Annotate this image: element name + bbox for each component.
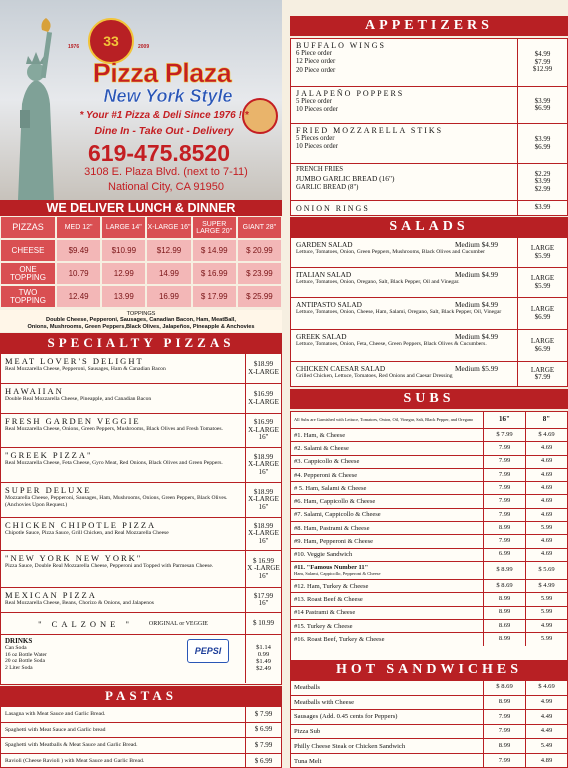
- item-name: MEXICAN PIZZA: [5, 590, 97, 600]
- item-description: Grilled Chicken, Lettuce, Tomatoes, Red Onions and Caesar Dressing: [296, 373, 453, 379]
- item-price: $18.99: [253, 452, 274, 461]
- price-16: $ 7.99: [483, 429, 525, 441]
- restaurant-name: Pizza Plaza: [92, 58, 232, 88]
- price-8: 4.69: [525, 535, 567, 547]
- list-item: [1, 707, 281, 723]
- item-description: Real Mozzarella Cheese, Pepperoni, Sausages, Ham & Canadian Bacon: [5, 366, 166, 372]
- list-item: [291, 164, 567, 201]
- price-cell: 12.49: [57, 286, 100, 307]
- item-price: $6.99: [534, 344, 551, 353]
- item-price: 4.89: [525, 754, 567, 768]
- item-option: 6 Piece order: [296, 50, 332, 57]
- item-name: GARDEN SALAD: [296, 240, 353, 249]
- specialty-pizzas-heading: SPECIALTY PIZZAS: [0, 333, 282, 353]
- item-description: Lettuce, Tomatoes, Onion, Cheese, Ham, Salami, Oregano, Salt, Black Pepper, Oil, Vinegar: [296, 309, 502, 315]
- list-item: [1, 354, 281, 384]
- toppings-list: [0, 310, 282, 332]
- item-price: $ 6.99: [245, 723, 281, 738]
- item-name: Spaghetti with Meatballs & Meat Sauce and Garlic Bread.: [5, 742, 138, 749]
- item-name: CHICKEN CAESAR SALAD: [296, 364, 386, 373]
- price-8: 5.99: [525, 593, 567, 605]
- item-description: Real Mozzarella Cheese, Onions, Green Peppers, Mushrooms, Black Olives and Fresh Tomatoes.: [5, 426, 223, 432]
- price-16: 7.99: [483, 442, 525, 454]
- table-row: [291, 562, 567, 580]
- calzone-item: [1, 613, 281, 635]
- item-option: 5 Piece order: [296, 98, 332, 105]
- column-header: X-LARGE 16": [147, 217, 190, 238]
- item-option: 20 Piece order: [296, 66, 336, 74]
- item-price: 7.99: [483, 754, 525, 768]
- item-description: Ham, Salami, Cappicollo, Pepperoni & Cheese: [294, 571, 381, 577]
- toppings-line: Onions, Mushrooms, Green Peppers,Black Olives, Jalapeños, Pineapple & Anchovies: [27, 323, 255, 330]
- item-name: FRESH GARDEN VEGGIE: [5, 416, 141, 426]
- item-option: 10 Pieces order: [296, 143, 338, 151]
- table-row: [291, 681, 567, 696]
- price-16: 6.99: [483, 549, 525, 561]
- price-16: 7.99: [483, 509, 525, 521]
- item-size: X -LARGE 16": [247, 564, 280, 580]
- price-8: 4.69: [525, 495, 567, 507]
- price-16: $ 8.69: [483, 580, 525, 592]
- item-size: X-LARGE: [248, 397, 279, 406]
- item-description: Pizza Sauce, Double Real Mozzarella Cheese, Pepperoni and Topped with Parmesan Cheese.: [5, 563, 214, 569]
- item-name: Philly Cheese Steak or Chicken Sandwich: [294, 742, 406, 750]
- item-name: SUPER DELUXE: [5, 485, 92, 495]
- drink-price: $1.14: [256, 644, 271, 652]
- hot-sandwiches-heading: HOT SANDWICHES: [290, 660, 568, 680]
- item-price: $3.99: [534, 135, 551, 144]
- table-row: [291, 549, 567, 562]
- list-item: [291, 362, 567, 386]
- item-price: 4.49: [525, 710, 567, 724]
- item-price: $3.99: [534, 96, 551, 105]
- price-8: 4.69: [525, 509, 567, 521]
- table-row: [291, 509, 567, 522]
- item-price: $2.29: [534, 169, 551, 178]
- item-size: LARGE: [530, 337, 555, 346]
- tagline: * Your #1 Pizza & Deli Since 1976 ! *: [79, 110, 249, 121]
- item-price: 5.49: [525, 739, 567, 753]
- specialty-pizzas-list: [0, 353, 282, 685]
- list-item: [1, 384, 281, 414]
- item-description: Mozzarella Cheese, Pepperoni, Sausages, Ham, Mushrooms, Onions, Green Peppers, Black Olives. (Anchovies Upon Request.): [5, 495, 228, 508]
- item-price: $12.99: [532, 65, 553, 74]
- item-size: X-LARGE 16": [248, 460, 279, 476]
- list-item: [291, 124, 567, 164]
- list-item: [1, 738, 281, 754]
- price-16: 7.99: [483, 482, 525, 494]
- restaurant-style: New York Style: [103, 86, 233, 106]
- item-name: #16. Roast Beef, Turkey & Cheese: [294, 636, 385, 644]
- item-price: $6.99: [534, 312, 551, 321]
- item-name: Meatballs: [294, 684, 321, 692]
- item-price: $16.99: [253, 418, 274, 427]
- table-row: [291, 495, 567, 508]
- table-row: [0, 262, 282, 285]
- table-row: [291, 535, 567, 548]
- column-header: PIZZAS: [1, 217, 55, 238]
- item-medium-price: Medium $4.99: [455, 300, 498, 309]
- item-price: $ 7.99: [245, 707, 281, 722]
- price-cell: $ 16.99: [193, 263, 236, 284]
- toppings-title: TOPPINGS: [126, 311, 156, 317]
- item-price: $2.99: [534, 184, 551, 193]
- column-header: GIANT 28": [238, 217, 281, 238]
- item-name: " CALZONE ": [38, 618, 133, 629]
- table-row: [291, 469, 567, 482]
- drink-name: 16 oz Bottle Water: [5, 651, 47, 658]
- list-item: [1, 483, 281, 518]
- price-8: $ 5.69: [525, 562, 567, 579]
- subs-table-header: [291, 412, 567, 429]
- price-16: 8.99: [483, 607, 525, 619]
- item-description: Real Mozzarella Cheese, Beans, Chorizo & Onions, and Jalapenos: [5, 600, 154, 606]
- item-name: Tuna Melt: [294, 757, 322, 765]
- item-medium-price: Medium $4.99: [455, 332, 498, 341]
- item-name: #12. Ham, Turkey & Cheese: [294, 582, 369, 590]
- item-price: $16.99: [253, 390, 274, 399]
- list-item: [1, 448, 281, 483]
- price-8: 5.99: [525, 522, 567, 534]
- item-name: #10. Veggie Sandwich: [294, 551, 353, 559]
- list-item: [1, 414, 281, 448]
- phone-number[interactable]: 619-475.8520: [88, 140, 230, 166]
- price-8: 4.69: [525, 469, 567, 481]
- price-cell: $12.99: [147, 240, 190, 261]
- item-description: Lettuce, Tomatoes, Onion, Green Peppers, Mushrooms, Black Olives and Cucumber: [296, 249, 486, 255]
- drink-price: 0.99: [257, 651, 270, 659]
- price-cell: 14.99: [147, 263, 190, 284]
- pastas-heading: PASTAS: [0, 686, 282, 706]
- item-price: 4.49: [525, 725, 567, 739]
- price-8: 4.69: [525, 482, 567, 494]
- item-price: $ 16.99: [253, 556, 274, 565]
- price-16: 7.99: [483, 535, 525, 547]
- address-line-2: National City, CA 91950: [108, 181, 224, 193]
- appetizers-list: [290, 38, 568, 216]
- price-cell: 13.99: [102, 286, 145, 307]
- pizza-table-header: [0, 216, 282, 239]
- table-row: [291, 710, 567, 725]
- item-price: 8.99: [483, 739, 525, 753]
- table-row: [0, 285, 282, 308]
- price-8: 5.99: [525, 633, 567, 646]
- item-name: #11. "Famous Number 11": [294, 564, 369, 572]
- item-name: Pizza Sub: [294, 728, 321, 736]
- item-price: $ 10.99: [253, 618, 274, 627]
- list-item: [291, 201, 567, 215]
- item-name: HAWAIIAN: [5, 386, 64, 396]
- item-option: GARLIC BREAD (8"): [296, 183, 359, 191]
- address-line-1: 3108 E. Plaza Blvd. (next to 7-11): [84, 166, 248, 178]
- price-cell: $ 25.99: [238, 286, 281, 307]
- item-name: Lasagna with Meat Sauce and Garlic Bread.: [5, 711, 106, 718]
- item-name: Sausages (Add. 0.45 cents for Peppers): [294, 713, 398, 721]
- item-name: JALAPEÑO POPPERS: [296, 89, 405, 98]
- item-size: X-LARGE 16": [248, 529, 279, 545]
- item-medium-price: Medium $5.99: [455, 364, 498, 373]
- price-cell: 16.99: [147, 286, 190, 307]
- item-name: "NEW YORK NEW YORK": [5, 553, 143, 563]
- price-cell: $9.49: [57, 240, 100, 261]
- restaurant-header: [0, 0, 282, 200]
- item-name: ANTIPASTO SALAD: [296, 300, 362, 309]
- item-price: 4.99: [525, 696, 567, 710]
- item-price: $18.99: [253, 487, 274, 496]
- pepsi-logo-icon: [187, 639, 229, 663]
- item-name: GREEK SALAD: [296, 332, 347, 341]
- item-price: $ 8.69: [483, 681, 525, 695]
- drink-price: $2.49: [256, 664, 271, 672]
- item-name: MEAT LOVER'S DELIGHT: [5, 356, 144, 366]
- drink-name: 20 oz Bottle Soda: [5, 658, 45, 665]
- item-name: #13. Roast Beef & Cheese: [294, 595, 363, 603]
- item-size: X-LARGE: [248, 367, 279, 376]
- hot-sandwiches-list: [290, 680, 568, 768]
- item-price: 7.99: [483, 710, 525, 724]
- table-row: [291, 593, 567, 606]
- pizza-price-table: [0, 216, 282, 308]
- item-price: $ 6.99: [245, 754, 281, 768]
- appetizers-heading: APPETIZERS: [290, 16, 568, 36]
- delivery-banner: WE DELIVER LUNCH & DINNER: [0, 200, 282, 216]
- item-price: $ 7.99: [245, 738, 281, 753]
- item-option: 5 Pieces order: [296, 135, 335, 142]
- column-header: 8": [525, 412, 567, 428]
- list-item: [291, 39, 567, 87]
- price-cell: $ 14.99: [193, 240, 236, 261]
- item-medium-price: Medium $4.99: [455, 270, 498, 279]
- table-row: [291, 607, 567, 620]
- item-name: #9. Ham, Pepperoni & Cheese: [294, 538, 374, 546]
- item-name: #15. Turkey & Cheese: [294, 622, 353, 630]
- item-description: Lettuce, Tomatoes, Onion, Oregano, Salt, Black Pepper, Oil and Vinegar.: [296, 279, 460, 285]
- item-option: 10 Pieces order: [296, 106, 338, 114]
- table-row: [291, 522, 567, 535]
- subs-note: All Subs are Garnished with Lettuce, Tomatoes, Onion, Oil, Vinegar, Salt, Black Pepper, and Oregano: [294, 417, 474, 423]
- item-price: $17.99: [253, 591, 274, 600]
- price-16: 8.99: [483, 522, 525, 534]
- item-note: ORIGINAL or VEGGIE: [148, 620, 208, 627]
- item-price: $6.99: [534, 104, 551, 112]
- badge-year-start: 1976: [68, 44, 80, 50]
- item-price: $ 4.69: [525, 681, 567, 695]
- item-description: Double Real Mozzarella Cheese, Pineapple, and Canadian Bacon: [5, 396, 152, 402]
- item-medium-price: Medium $4.99: [455, 240, 498, 249]
- item-price: $5.99: [534, 251, 551, 260]
- list-item: [1, 588, 281, 613]
- item-name: ONION RINGS: [296, 203, 370, 213]
- item-description: Lettuce, Tomatoes, Onion, Feta, Cheese, Green Peppers, Black Olives & Cucumbers.: [296, 341, 487, 347]
- item-description: Real Mozzarella Cheese, Feta Cheese, Gyro Meat, Red Onions, Black Olives and Green Peppers.: [5, 460, 223, 466]
- list-item: [291, 238, 567, 268]
- drinks-title: DRINKS: [5, 637, 33, 645]
- item-name: ITALIAN SALAD: [296, 270, 352, 279]
- price-8: 4.69: [525, 442, 567, 454]
- price-8: 5.99: [525, 607, 567, 619]
- table-row: [291, 580, 567, 593]
- salads-heading: SALADS: [290, 217, 568, 237]
- table-row: [291, 739, 567, 754]
- row-label: CHEESE: [1, 240, 55, 261]
- table-row: [291, 442, 567, 455]
- item-name: # 5. Ham, Salami & Cheese: [294, 484, 367, 492]
- item-name: Meatballs with Cheese: [294, 698, 355, 706]
- item-name: BUFFALO WINGS: [296, 41, 386, 50]
- item-size: LARGE: [530, 365, 555, 374]
- badge-year-end: 2009: [138, 44, 150, 50]
- drinks-item: [1, 635, 281, 683]
- table-row: [291, 456, 567, 469]
- row-label: TWO TOPPING: [1, 286, 55, 307]
- price-cell: $ 23.99: [238, 263, 281, 284]
- table-row: [291, 696, 567, 711]
- list-item: [1, 723, 281, 739]
- statue-of-liberty-icon: [4, 14, 64, 200]
- item-price: $7.99: [534, 57, 551, 66]
- table-row: [291, 725, 567, 740]
- list-item: [291, 268, 567, 298]
- price-8: 4.69: [525, 456, 567, 468]
- item-price: $18.99: [253, 521, 274, 530]
- price-cell: 10.79: [57, 263, 100, 284]
- service-options: Dine In - Take Out - Delivery: [94, 125, 234, 137]
- item-size: LARGE: [530, 244, 555, 253]
- item-name: Ravioli (Cheese Ravioli ) with Meat Sauce and Garlic Bread.: [5, 758, 145, 765]
- item-price: $18.99: [253, 360, 274, 369]
- price-8: 4.99: [525, 620, 567, 632]
- salads-list: [290, 237, 568, 387]
- price-16: 7.99: [483, 495, 525, 507]
- list-item: [1, 754, 281, 768]
- drink-name: Can Soda: [5, 645, 27, 651]
- item-option: JUMBO GARLIC BREAD (16"): [296, 174, 395, 184]
- item-name: #2. Salami & Cheese: [294, 444, 349, 452]
- drink-name: 2 Liter Soda: [5, 665, 33, 672]
- item-price: $6.99: [534, 142, 551, 151]
- item-option: FRENCH FRIES: [296, 166, 344, 173]
- item-name: #6. Ham, Cappicollo & Cheese: [294, 498, 376, 506]
- price-cell: $10.99: [102, 240, 145, 261]
- price-16: $ 8.99: [483, 562, 525, 579]
- table-row: [291, 633, 567, 646]
- item-price: $5.99: [534, 281, 551, 290]
- price-16: 7.99: [483, 469, 525, 481]
- item-name: #7. Salami, Cappicollo & Cheese: [294, 511, 381, 519]
- item-name: #14 Pastrami & Cheese: [294, 609, 356, 617]
- item-description: Chipotle Sauce, Pizza Sauce, Grill Chicken, and Real Mozzarella Cheese: [5, 530, 169, 536]
- item-name: FRIED MOZZARELLA STIKS: [296, 126, 444, 135]
- item-name: #1. Ham, & Cheese: [294, 431, 346, 439]
- item-price: 7.99: [483, 725, 525, 739]
- item-price: $7.99: [534, 373, 551, 381]
- table-row: [291, 754, 567, 768]
- item-price: $3.99: [534, 177, 551, 186]
- item-price: $3.99: [534, 203, 551, 212]
- item-size: LARGE: [530, 305, 555, 314]
- column-header: 16": [483, 412, 525, 428]
- item-name: Spaghetti with Meat Sauce and Garlic bread: [5, 726, 106, 733]
- column-header: MED 12": [57, 217, 100, 238]
- table-row: [0, 239, 282, 262]
- item-name: CHICKEN CHIPOTLE PIZZA: [5, 520, 157, 530]
- table-row: [291, 482, 567, 495]
- column-header: SUPER LARGE 20": [193, 217, 236, 238]
- list-item: [1, 518, 281, 551]
- list-item: [1, 551, 281, 588]
- item-name: #8. Ham, Pastrami & Cheese: [294, 524, 370, 532]
- badge-number: 33: [103, 33, 119, 49]
- list-item: [291, 87, 567, 124]
- pastas-list: [0, 706, 282, 768]
- column-header: LARGE 14": [102, 217, 145, 238]
- drink-price: $1.49: [256, 658, 271, 665]
- list-item: [291, 298, 567, 330]
- item-price: $4.99: [534, 50, 551, 59]
- table-row: [291, 429, 567, 442]
- toppings-line: Double Cheese, Pepperoni, Sausages, Canadian Bacon, Ham, MeatBall,: [46, 317, 236, 324]
- subs-list: [290, 411, 568, 681]
- item-name: #4. Pepperoni & Cheese: [294, 471, 358, 479]
- item-price: 8.99: [483, 696, 525, 710]
- price-16: 8.69: [483, 620, 525, 632]
- price-cell: 12.99: [102, 263, 145, 284]
- price-cell: $ 20.99: [238, 240, 281, 261]
- price-16: 8.99: [483, 593, 525, 605]
- item-size: X-LARGE 16": [248, 425, 279, 442]
- price-8: $ 4.99: [525, 580, 567, 592]
- item-size: 16": [258, 599, 269, 607]
- list-item: [291, 330, 567, 362]
- price-8: $ 4.69: [525, 429, 567, 441]
- item-option: 12 Piece order: [296, 58, 336, 66]
- pepsi-logo-text: PEPSI: [194, 646, 222, 656]
- row-label: ONE TOPPING: [1, 263, 55, 284]
- price-16: 7.99: [483, 456, 525, 468]
- subs-heading: SUBS: [290, 389, 568, 409]
- price-8: 4.69: [525, 549, 567, 561]
- item-size: X-LARGE 16": [248, 495, 279, 511]
- item-size: LARGE: [530, 274, 555, 283]
- item-name: "GREEK PIZZA": [5, 450, 93, 460]
- price-16: 8.99: [483, 633, 525, 646]
- table-row: [291, 620, 567, 633]
- price-cell: $ 17.99: [193, 286, 236, 307]
- item-name: #3. Cappicollo & Cheese: [294, 458, 360, 466]
